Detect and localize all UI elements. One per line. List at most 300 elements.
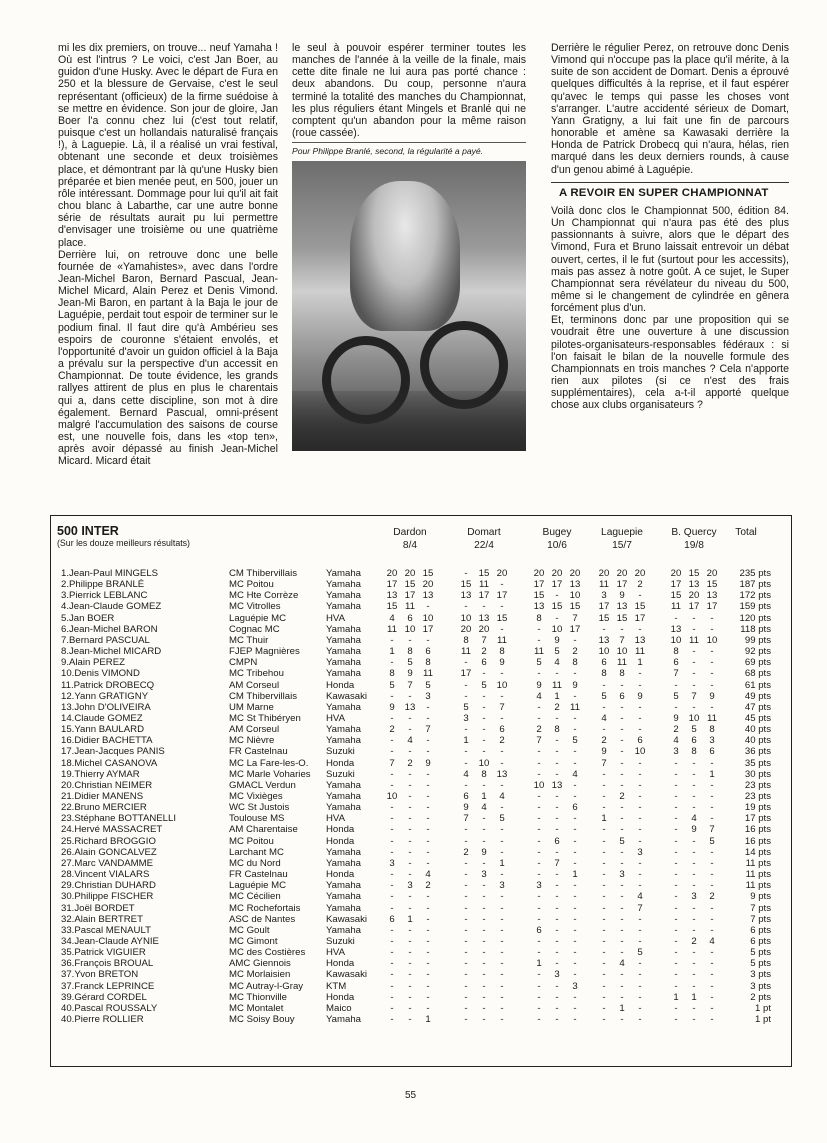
race-score: - [408, 746, 412, 758]
race-score: - [692, 791, 696, 802]
bike-make: Yamaha [326, 791, 362, 802]
bike-make: Honda [326, 958, 355, 970]
race-score: 6 [619, 690, 625, 702]
race-score: - [537, 791, 541, 802]
total-points: 35 pts [744, 757, 771, 769]
total-points: 11 pts [745, 880, 771, 892]
race-score: - [408, 813, 412, 825]
race-score: - [692, 969, 696, 981]
club-name: MC du Nord [229, 857, 281, 869]
club-name: WC St Justois [229, 802, 290, 814]
race-score: 15 [422, 568, 434, 579]
race-score: - [674, 980, 678, 992]
club-name: MC Gimont [229, 935, 278, 947]
race-score: - [620, 802, 624, 814]
race-score: - [602, 768, 606, 780]
race-score: 4 [425, 869, 431, 881]
race-score: - [426, 601, 430, 613]
race-score: 20 [422, 579, 434, 591]
race-score: - [602, 924, 606, 936]
race-score: - [710, 846, 714, 858]
race-score: 4 [463, 768, 469, 780]
race-score: 10 [533, 779, 545, 791]
race-score: - [710, 779, 714, 791]
bike-make: Kawasaki [326, 690, 368, 702]
race-score: - [500, 746, 504, 758]
race-score: - [537, 991, 541, 1003]
race-score: - [692, 679, 696, 691]
race-score: - [620, 679, 624, 691]
total-points: 68 pts [744, 668, 771, 680]
race-score: 2 [481, 646, 487, 658]
race-score: - [555, 902, 559, 914]
race-score: 15 [496, 612, 508, 624]
race-score: 7 [572, 612, 578, 624]
race-score: - [620, 735, 624, 747]
race-score: 2 [425, 880, 431, 892]
race-score: 13 [496, 768, 508, 780]
race-score: 5 [463, 701, 469, 713]
club-name: MC Marle Voharies [229, 768, 311, 780]
race-score: 8 [554, 724, 560, 736]
race-score: - [602, 902, 606, 914]
race-score: 5 [691, 724, 697, 736]
race-score: 1 [673, 991, 679, 1003]
race-score: - [638, 701, 642, 713]
race-score: - [620, 813, 624, 825]
race-score: - [620, 824, 624, 836]
race-score: - [408, 802, 412, 814]
race-score: - [482, 668, 486, 680]
race-score: 3 [709, 735, 715, 747]
race-score: - [620, 913, 624, 925]
race-score: 3 [619, 869, 625, 881]
race-score: 2 [463, 846, 469, 858]
race-score: - [710, 869, 714, 881]
race-score: - [390, 846, 394, 858]
race-score: - [573, 724, 577, 736]
race-score: - [638, 724, 642, 736]
race-score: - [482, 735, 486, 747]
section-heading: A REVOIR EN SUPER CHAMPIONNAT [559, 186, 769, 199]
race-score: - [573, 791, 577, 802]
race-score: - [692, 869, 696, 881]
bike-make: Kawasaki [326, 913, 368, 925]
race-score: 13 [404, 701, 416, 713]
race-score: 10 [569, 590, 581, 602]
total-points: 40 pts [744, 735, 771, 747]
race-score: 9 [425, 757, 431, 769]
race-score: - [537, 846, 541, 858]
rider-name: 1.Jean-Paul MINGELS [61, 568, 159, 579]
race-score: - [638, 857, 642, 869]
rider-name: 37.Franck LEPRINCE [61, 980, 155, 992]
race-score: - [408, 768, 412, 780]
rider-name: 4.Jean-Claude GOMEZ [61, 601, 162, 613]
race-score: 9 [536, 679, 542, 691]
rider-name: 33.Pascal MENAULT [61, 924, 151, 936]
race-score: - [620, 724, 624, 736]
race-score: - [620, 891, 624, 903]
race-score: - [602, 679, 606, 691]
race-score: - [638, 935, 642, 947]
race-score: - [464, 1002, 468, 1014]
table-row [51, 601, 791, 612]
race-score: 3 [463, 712, 469, 724]
total-points: 3 pts [750, 969, 771, 981]
race-score: 8 [673, 646, 679, 658]
race-score: - [426, 768, 430, 780]
race-score: - [674, 824, 678, 836]
event-name: B. Quercy [671, 527, 717, 538]
photo-caption: Pour Philippe Branlé, second, la régularité a payé. [292, 142, 526, 157]
total-points: 92 pts [744, 646, 771, 658]
race-score: 11 [635, 646, 645, 658]
race-score: - [638, 712, 642, 724]
race-score: - [426, 634, 430, 646]
race-score: - [537, 746, 541, 758]
race-score: - [464, 891, 468, 903]
race-score: - [602, 880, 606, 892]
race-score: - [602, 779, 606, 791]
race-score: - [500, 579, 504, 591]
bike-make: Yamaha [326, 634, 362, 646]
race-score: 20 [616, 568, 628, 579]
race-score: 8 [536, 612, 542, 624]
article-column-3 [551, 42, 789, 412]
rider-name: 9.Alain PEREZ [61, 657, 125, 669]
total-points: 30 pts [744, 768, 771, 780]
bike-make: Yamaha [326, 579, 362, 591]
race-score: - [426, 779, 430, 791]
club-name: MC Morlaisien [229, 969, 291, 981]
race-score: 1 [536, 958, 542, 970]
standings-table [50, 515, 792, 1067]
race-score: 3 [407, 880, 413, 892]
race-score: - [408, 857, 412, 869]
table-row [51, 568, 791, 579]
bike-make: Yamaha [326, 902, 362, 914]
race-score: 3 [499, 880, 505, 892]
race-score: - [638, 668, 642, 680]
race-score: 3 [637, 846, 643, 858]
race-score: - [555, 735, 559, 747]
rider-name: 36.François BROUAL [61, 958, 154, 970]
table-row [51, 891, 791, 902]
race-score: - [674, 891, 678, 903]
club-name: MC Vixièges [229, 791, 283, 802]
club-name: Cognac MC [229, 623, 280, 635]
race-score: - [692, 757, 696, 769]
race-score: 9 [709, 690, 715, 702]
table-row [51, 1003, 791, 1014]
race-score: - [537, 824, 541, 836]
race-score: - [674, 701, 678, 713]
total-points: 36 pts [744, 746, 771, 758]
race-score: - [620, 935, 624, 947]
event-name: Domart [467, 527, 501, 538]
article-column-2 [292, 42, 526, 451]
race-score: - [464, 947, 468, 959]
race-score: 7 [673, 668, 679, 680]
race-score: - [710, 991, 714, 1003]
race-score: 11 [497, 634, 507, 646]
race-score: - [710, 623, 714, 635]
race-score: 8 [691, 746, 697, 758]
race-score: - [573, 757, 577, 769]
race-score: - [390, 880, 394, 892]
club-name: MC Cécilien [229, 891, 281, 903]
race-score: - [674, 757, 678, 769]
table-row [51, 769, 791, 780]
bike-make: Yamaha [326, 779, 362, 791]
race-score: 2 [389, 724, 395, 736]
article-column-1 [58, 42, 278, 467]
race-score: - [464, 924, 468, 936]
race-score: - [620, 857, 624, 869]
rider-name: 28.Vincent VIALARS [61, 869, 150, 881]
table-row [51, 713, 791, 724]
race-score: - [638, 623, 642, 635]
race-score: - [408, 791, 412, 802]
race-score: - [482, 835, 486, 847]
race-score: - [555, 935, 559, 947]
race-score: - [390, 634, 394, 646]
race-score: - [620, 924, 624, 936]
race-score: - [674, 902, 678, 914]
race-score: - [638, 791, 642, 802]
race-score: 13 [551, 779, 563, 791]
race-score: - [464, 835, 468, 847]
race-score: 7 [499, 701, 505, 713]
race-score: - [692, 857, 696, 869]
race-score: - [426, 735, 430, 747]
race-score: 5 [572, 735, 578, 747]
race-score: 13 [478, 612, 490, 624]
race-score: - [426, 857, 430, 869]
club-name: MC La Fare-les-O. [229, 757, 309, 769]
race-score: 17 [706, 601, 718, 613]
table-row [51, 680, 791, 691]
race-score: 9 [673, 712, 679, 724]
race-score: - [482, 924, 486, 936]
club-name: MC Autray-l-Gray [229, 980, 304, 992]
race-score: - [500, 835, 504, 847]
race-score: - [674, 869, 678, 881]
race-score: - [573, 935, 577, 947]
race-score: - [390, 735, 394, 747]
race-score: - [390, 947, 394, 959]
race-score: - [692, 1014, 696, 1025]
bike-make: HVA [326, 813, 346, 825]
race-score: 15 [551, 601, 563, 613]
race-score: 3 [481, 869, 487, 881]
race-score: - [692, 980, 696, 992]
race-score: 11 [552, 679, 562, 691]
race-score: 10 [496, 679, 508, 691]
race-score: - [537, 947, 541, 959]
race-score: - [638, 913, 642, 925]
race-score: - [555, 958, 559, 970]
total-points: 159 pts [739, 601, 771, 613]
rider-figure [350, 181, 460, 331]
race-score: - [674, 935, 678, 947]
rider-name: 22.Bruno MERCIER [61, 802, 147, 814]
rider-name: 2.Philippe BRANLÉ [61, 579, 145, 591]
race-score: 17 [634, 612, 646, 624]
race-score: - [620, 712, 624, 724]
race-score: 7 [481, 634, 487, 646]
race-score: - [390, 824, 394, 836]
race-score: 13 [688, 579, 700, 591]
race-score: 5 [601, 690, 607, 702]
race-score: - [620, 701, 624, 713]
race-score: - [710, 958, 714, 970]
event-name: Laguepie [601, 527, 643, 538]
race-score: - [638, 813, 642, 825]
bike-make: Yamaha [326, 924, 362, 936]
club-name: MC Thionville [229, 991, 287, 1003]
race-score: 5 [499, 813, 505, 825]
race-score: - [692, 947, 696, 959]
race-score: - [710, 913, 714, 925]
rider-name: 21.Didier MANENS [61, 791, 144, 802]
total-points: 23 pts [744, 791, 771, 802]
race-score: 6 [637, 735, 643, 747]
race-score: - [573, 634, 577, 646]
race-score: 20 [404, 568, 416, 579]
race-score: - [692, 924, 696, 936]
race-score: - [408, 935, 412, 947]
race-score: - [674, 612, 678, 624]
race-score: - [620, 947, 624, 959]
race-score: - [408, 924, 412, 936]
race-score: 9 [601, 746, 607, 758]
race-score: 5 [709, 835, 715, 847]
race-score: - [602, 958, 606, 970]
total-points: 7 pts [750, 913, 771, 925]
race-score: 15 [634, 601, 646, 613]
race-score: 6 [691, 735, 697, 747]
race-score: - [692, 768, 696, 780]
race-score: - [620, 768, 624, 780]
race-score: - [638, 835, 642, 847]
race-score: 17 [460, 668, 472, 680]
table-row [51, 936, 791, 947]
race-score: - [674, 802, 678, 814]
race-score: - [555, 668, 559, 680]
event-date: 19/8 [684, 540, 704, 551]
race-score: 3 [389, 857, 395, 869]
bike-make: HVA [326, 947, 346, 959]
race-score: - [638, 757, 642, 769]
rider-name: 25.Richard BROGGIO [61, 835, 156, 847]
bike-make: Suzuki [326, 768, 355, 780]
race-score: 15 [706, 579, 718, 591]
race-score: 11 [387, 623, 397, 635]
race-score: - [408, 724, 412, 736]
rider-name: 7.Bernard PASCUAL [61, 634, 150, 646]
table-row [51, 958, 791, 969]
race-score: 3 [536, 880, 542, 892]
race-score: - [602, 846, 606, 858]
race-score: - [674, 679, 678, 691]
race-score: - [638, 590, 642, 602]
race-score: - [620, 880, 624, 892]
race-score: - [537, 857, 541, 869]
race-score: 10 [634, 746, 646, 758]
race-score: 11 [617, 657, 627, 669]
race-score: - [638, 880, 642, 892]
race-score: - [537, 623, 541, 635]
race-score: - [620, 623, 624, 635]
race-score: - [638, 1002, 642, 1014]
race-score: - [537, 668, 541, 680]
race-score: - [390, 690, 394, 702]
race-score: 10 [670, 634, 682, 646]
total-points: 11 pts [745, 857, 771, 869]
race-score: - [482, 857, 486, 869]
race-score: - [573, 924, 577, 936]
race-score: - [464, 935, 468, 947]
race-score: 7 [709, 824, 715, 836]
club-name: FR Castelnau [229, 869, 288, 881]
race-score: - [602, 1002, 606, 1014]
rider-name: 31.Joël BORDET [61, 902, 135, 914]
total-points: 9 pts [750, 891, 771, 903]
race-score: 15 [533, 590, 545, 602]
bike-make: Honda [326, 991, 355, 1003]
rider-name: 13.John D'OLIVEIRA [61, 701, 151, 713]
race-score: - [500, 601, 504, 613]
race-score: - [390, 657, 394, 669]
race-score: - [537, 869, 541, 881]
bike-make: Honda [326, 679, 355, 691]
rider-name: 11.Patrick DROBECQ [61, 679, 155, 691]
bike-make: Yamaha [326, 857, 362, 869]
total-points: 1 pt [754, 1002, 771, 1014]
race-score: - [482, 1014, 486, 1025]
total-points: 5 pts [750, 947, 771, 959]
total-points: 3 pts [750, 980, 771, 992]
race-score: - [602, 623, 606, 635]
table-row [51, 635, 791, 646]
race-score: - [390, 902, 394, 914]
race-score: 17 [551, 579, 563, 591]
table-row [51, 1014, 791, 1025]
total-points: 47 pts [744, 701, 771, 713]
race-score: - [537, 701, 541, 713]
race-score: 1 [481, 791, 487, 802]
race-score: 17 [404, 590, 416, 602]
race-score: - [390, 935, 394, 947]
race-score: - [555, 802, 559, 814]
event-date: 10/6 [547, 540, 567, 551]
race-score: - [537, 969, 541, 981]
race-score: 9 [389, 701, 395, 713]
club-name: AMC Giennois [229, 958, 291, 970]
article-text-3b: Voilà donc clos le Championnat 500, édition 84. Un Championnat qui n'aura pas été des plus passionnants à suivre, alors que le départ des Vimond, Fura et Bruno laissait entrevoir un débat ouvert, certes, il le fut (surtout pour les accessits), mais pas assez à notre goût. A ce sujet, le Super Championnat sera révélateur du niveau du 500, même si le changement de cylindrée en gênera forcément plus d'un. Et, terminons donc par une proposition qui se voudrait être une ouverture à une discussion pilotes-organisateurs-responsables fédéraux : si l'on faisait le bilan de la nouvelle formule des Championnats en trois manches ? Cela n'apporte rien aux pilotes (si ce n'est des frais supplémentaires), cela a-t-il apporté quelque chose aux clubs organisateurs ? [551, 204, 789, 412]
race-score: - [692, 913, 696, 925]
bike-make: Suzuki [326, 746, 355, 758]
race-score: - [710, 857, 714, 869]
race-score: 6 [407, 612, 413, 624]
race-score: 17 [533, 579, 545, 591]
race-score: - [464, 880, 468, 892]
race-score: 2 [619, 791, 625, 802]
rider-name: 29.Christian DUHARD [61, 880, 156, 892]
race-score: - [555, 980, 559, 992]
